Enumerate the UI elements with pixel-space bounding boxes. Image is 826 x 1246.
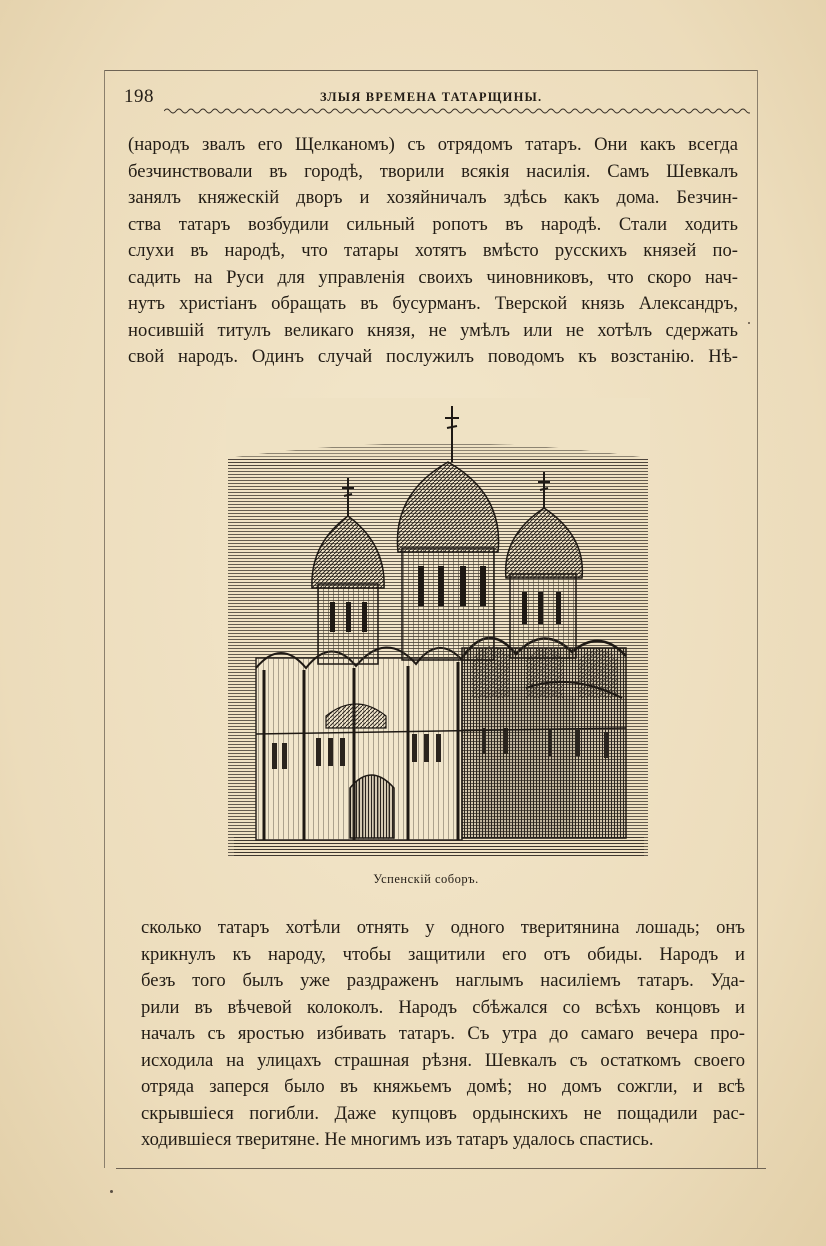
text-line: отряда заперся было въ княжьемъ домѣ; но домъ сожгли, и всѣ (141, 1076, 745, 1097)
text-line: слухи въ народѣ, что татары хотятъ вмѣсто русскихъ князей по- (128, 240, 738, 261)
wavy-rule (164, 107, 750, 115)
text-line: (народъ звалъ его Щелканомъ) съ отрядомъ татаръ. Они какъ всегда (128, 134, 738, 155)
text-line: началъ съ яростью избивать татаръ. Съ утра до самаго вечера про- (141, 1023, 745, 1044)
running-title: ЗЛЫЯ ВРЕМЕНА ТАТАРЩИНЫ. (320, 90, 543, 104)
page-number: 198 (124, 86, 154, 107)
text-line: скрывшіеся погибли. Даже купцовъ ордынскихъ не пощадили рас- (141, 1102, 745, 1124)
text-line: носившій титулъ великаго князя, не умѣлъ или не хотѣлъ сдержать (128, 319, 738, 341)
text-line: садить на Руси для управленія своихъ чиновниковъ, что скоро нач- (128, 266, 738, 288)
text-line: сколько татаръ хотѣли отнять у одного тверитянина лошадь; онъ (141, 917, 745, 938)
frame-rule-top (104, 70, 758, 71)
text-line: рили въ вѣчевой колоколъ. Народъ сбѣжался со всѣхъ концовъ и (141, 996, 745, 1018)
text-line: нутъ христіанъ обращать въ бусурманъ. Тверской князь Александръ, (128, 293, 738, 314)
figure-caption: Успенскій соборъ. (373, 872, 479, 886)
paragraph-top (128, 132, 738, 371)
paper-speck (110, 1190, 113, 1193)
page-header (124, 86, 744, 116)
text-line: ства татаръ возбудили сильный ропотъ въ народѣ. Стали ходить (128, 213, 738, 235)
text-line: безъ того былъ уже раздраженъ наглымъ насиліемъ татаръ. Уда- (141, 970, 745, 991)
text-line: свой народъ. Одинъ случай послужилъ поводомъ къ возстанію. Нѣ- (128, 346, 738, 367)
text-line: крикнулъ къ народу, чтобы защитили его отъ обиды. Народъ и (141, 943, 745, 965)
frame-rule-left (104, 70, 105, 1168)
frame-rule-bottom (116, 1168, 766, 1169)
text-line: ходившіеся тверитяне. Не многимъ изъ татаръ удалось спастись. (141, 1129, 654, 1150)
text-line: занялъ княжескій дворъ и хозяйничалъ здѣсь какъ дома. Безчин- (128, 187, 738, 208)
text-line: безчинствовали въ городѣ, творили всякія насилія. Самъ Шевкалъ (128, 160, 738, 182)
paper-speck (748, 322, 750, 324)
text-line: исходила на улицахъ страшная рѣзня. Шевкалъ съ остаткомъ своего (141, 1049, 745, 1071)
paragraph-bottom (141, 915, 745, 1154)
frame-rule-right (757, 70, 758, 1168)
cathedral-engraving (226, 398, 650, 864)
